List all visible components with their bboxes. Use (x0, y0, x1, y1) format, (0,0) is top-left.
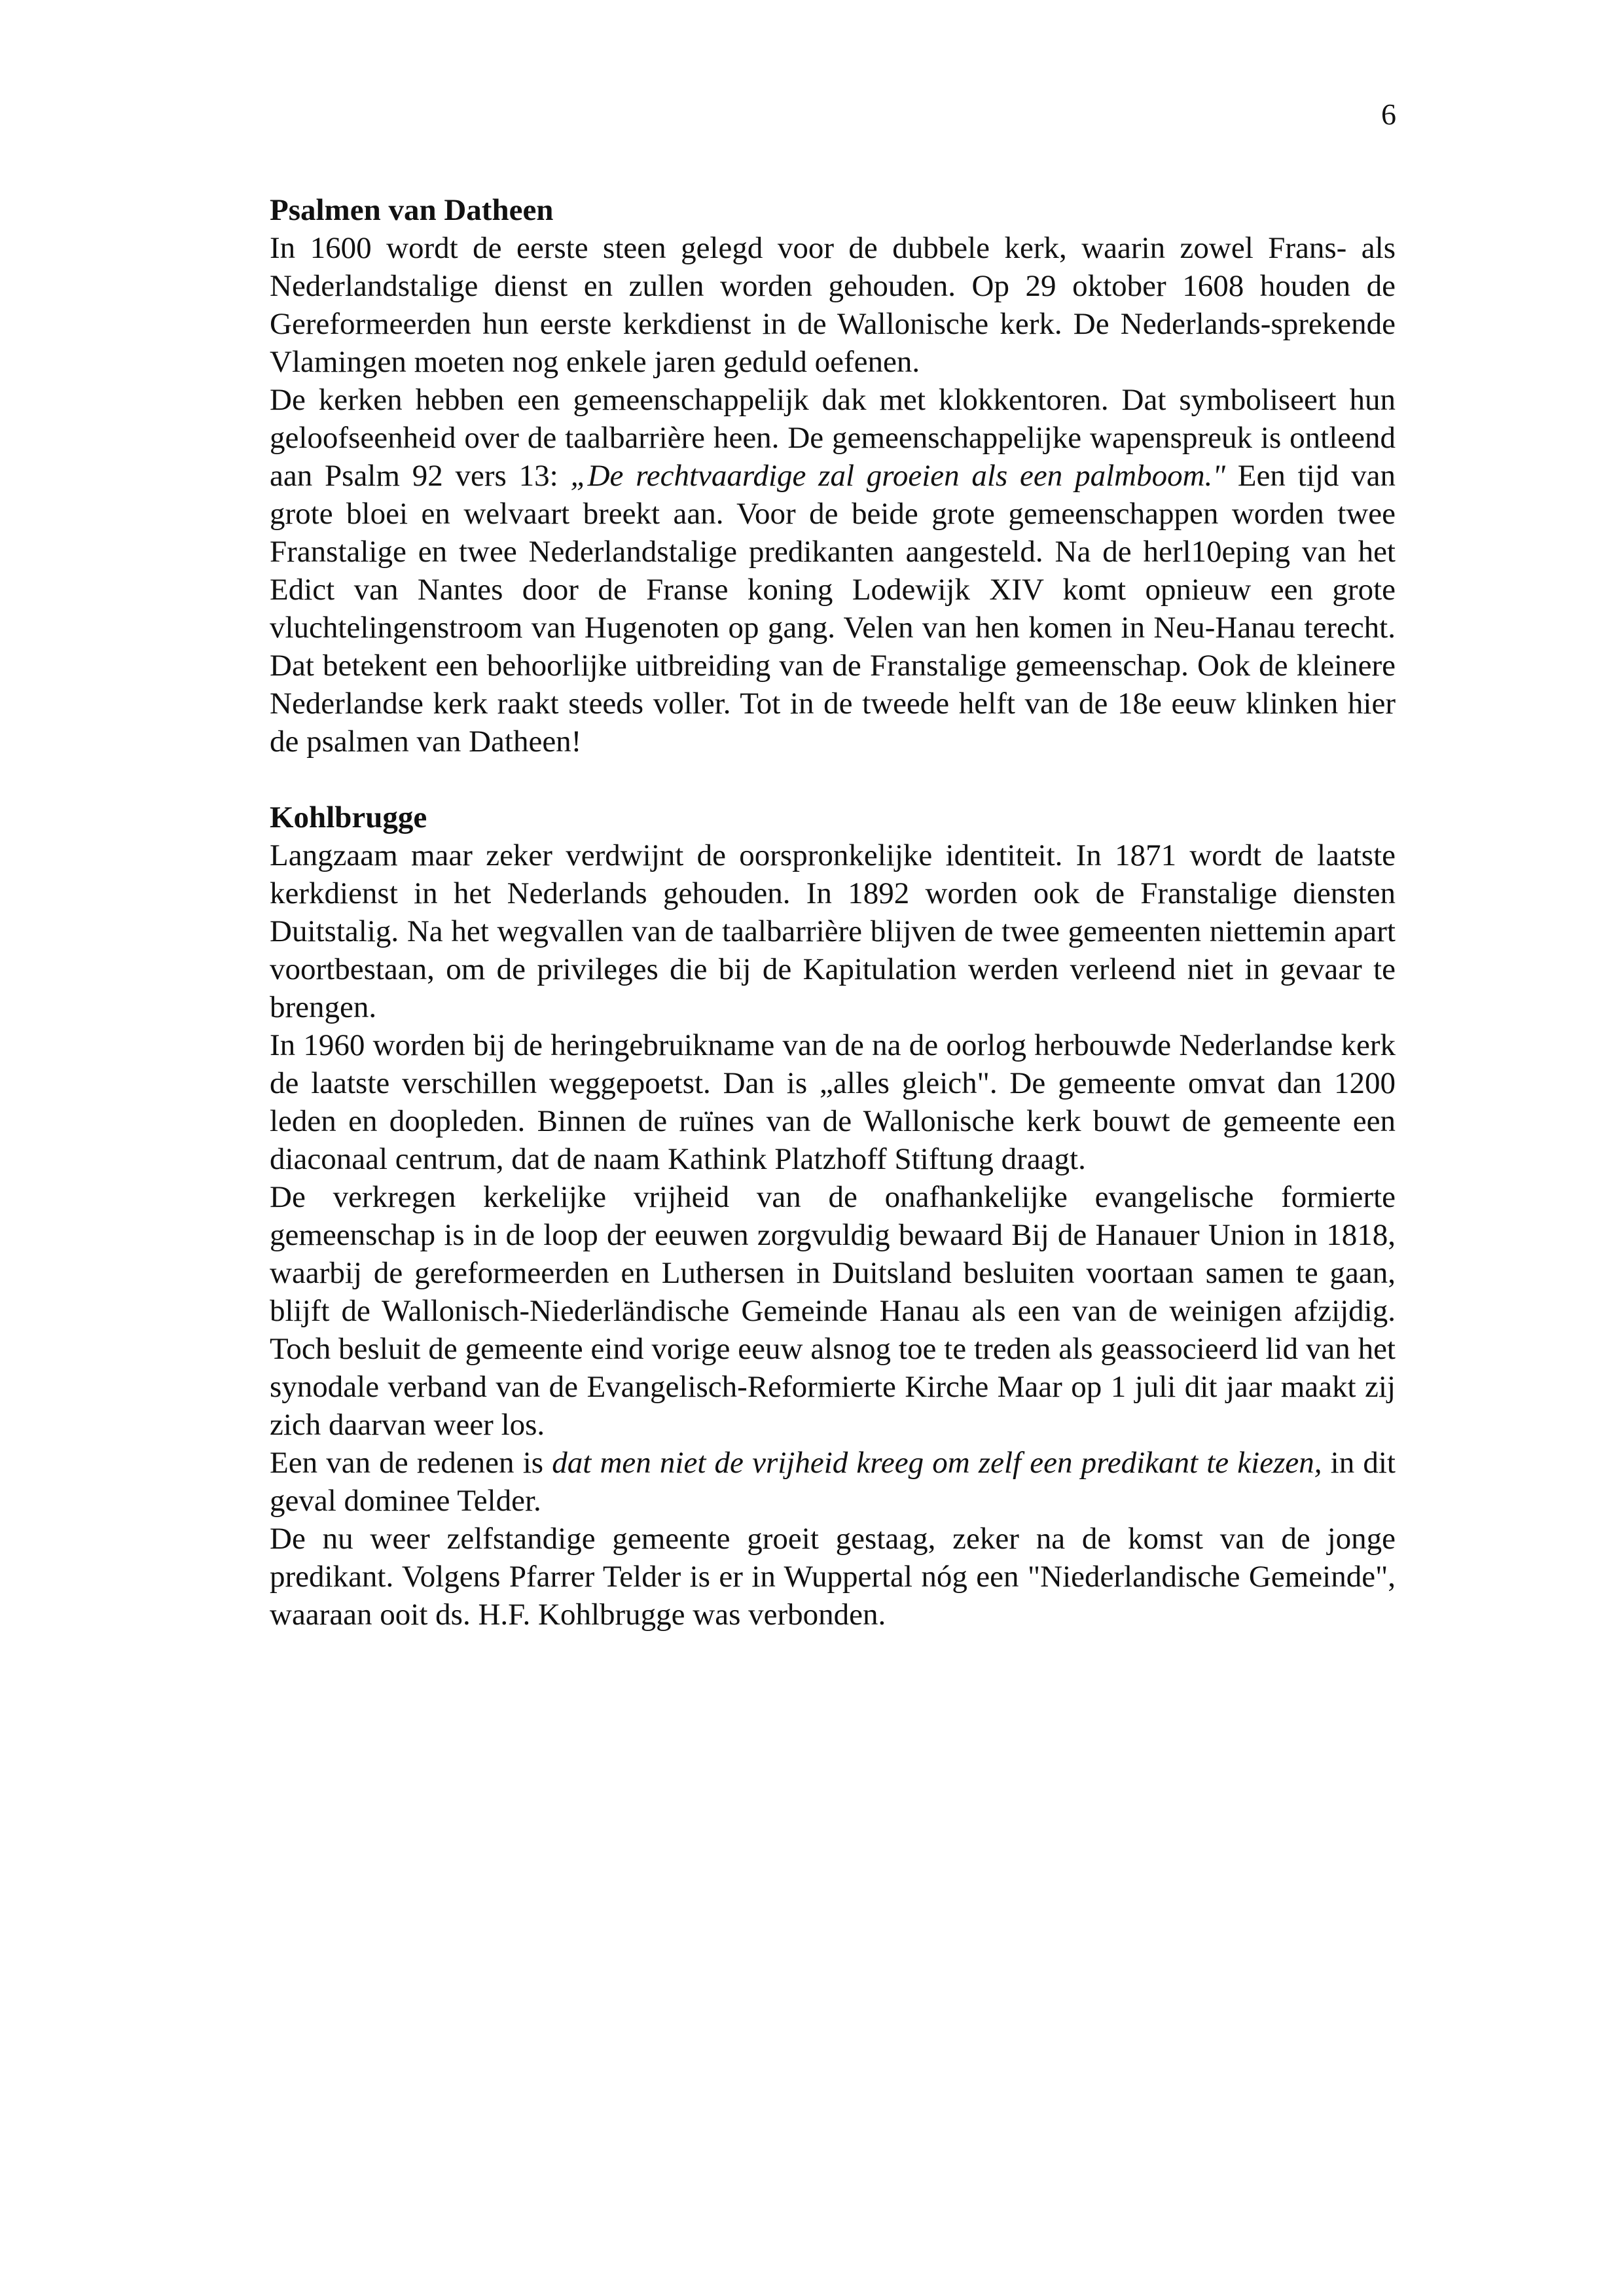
section-kohlbrugge (270, 798, 1396, 1634)
document-body (270, 191, 1396, 1634)
paragraph-text: De verkregen kerkelijke vrijheid van de onafhankelijke evangelische formierte gemeenschap is in de loop der eeuwen zorgvuldig bewaard Bij de Hanauer Union in 1818, waarbij de gereformeerden en Luthersen in Duitsland besluiten voortaan samen te gaan, blijft de Wallonisch-Niederländische Gemeinde Hanau als een van de weinigen afzijdig. Toch besluit de gemeente eind vorige eeuw alsnog toe te treden als geassocieerd lid van het synodale verband van de Evangelisch-Reformierte Kirche Maar op 1 juli dit jaar maakt zij zich daarvan weer los. (270, 1180, 1396, 1442)
paragraph-text: De nu weer zelfstandige gemeente groeit gestaag, zeker na de komst van de jonge predikant. Volgens Pfarrer Telder is er in Wuppertal nóg een "Niederlandische Gemeinde", waaraan ooit ds. H.F. Kohlbrugge was verbonden. (270, 1522, 1396, 1632)
paragraph-text: in dit geval dominee Telder. (270, 1446, 1396, 1518)
paragraph (270, 1026, 1396, 1178)
italic-emphasis: dat men niet de vrijheid kreeg om zelf een predikant te kiezen, (552, 1446, 1322, 1480)
paragraph (270, 1178, 1396, 1444)
page-number: 6 (1381, 98, 1396, 131)
paragraph-text: Een van de redenen is (270, 1446, 552, 1480)
paragraph (270, 1444, 1396, 1520)
paragraph (270, 1520, 1396, 1634)
paragraph-text: Een tijd van grote bloei en welvaart breekt aan. Voor de beide grote gemeenschappen worden twee Franstalige en twee Nederlandstalige predikanten aangesteld. Na de herl10eping van het Edict van Nantes door de Franse koning Lodewijk XIV komt opnieuw een grote vluchtelingenstroom van Hugenoten op gang. Velen van hen komen in Neu-Hanau terecht. Dat betekent een behoorlijke uitbreiding van de Franstalige gemeenschap. Ook de kleinere Nederlandse kerk raakt steeds voller. Tot in de tweede helft van de 18e eeuw klinken hier de psalmen van Datheen! (270, 459, 1396, 759)
paragraph-text: De kerken hebben een gemeenschappelijk dak met klokkentoren. Dat symboliseert hun geloofseenheid over de taalbarrière heen. De gemeenschappelijke wapenspreuk is ontleend aan Psalm 92 vers 13: (270, 383, 1396, 493)
paragraph (270, 229, 1396, 381)
paragraph-text: In 1960 worden bij de heringebruikname van de na de oorlog herbouwde Nederlandse kerk de laatste verschillen weggepoetst. Dan is „alles gleich". De gemeente omvat dan 1200 leden en doopleden. Binnen de ruïnes van de Wallonische kerk bouwt de gemeente een diaconaal centrum, dat de naam Kathink Platzhoff Stiftung draagt. (270, 1028, 1396, 1176)
section-heading: Psalmen van Datheen (270, 193, 554, 227)
paragraph-text: Langzaam maar zeker verdwijnt de oorspronkelijke identiteit. In 1871 wordt de laatste kerkdienst in het Nederlands gehouden. In 1892 worden ook de Franstalige diensten Duitstalig. Na het wegvallen van de taalbarrière blijven de twee gemeenten niettemin apart voortbestaan, om de privileges die bij de Kapitulation werden verleend niet in gevaar te brengen. (270, 838, 1396, 1024)
paragraph (270, 381, 1396, 761)
paragraph (270, 836, 1396, 1026)
paragraph-text: In 1600 wordt de eerste steen gelegd voor de dubbele kerk, waarin zowel Frans- als Nederlandstalige dienst en zullen worden gehouden. Op 29 oktober 1608 houden de Gereformeerden hun eerste kerkdienst in de Wallonische kerk. De Nederlands-sprekende Vlamingen moeten nog enkele jaren geduld oefenen. (270, 231, 1396, 379)
quoted-motto: „De rechtvaardige zal groeien als een palmboom." (570, 459, 1225, 493)
section-psalmen-van-datheen (270, 191, 1396, 761)
section-heading: Kohlbrugge (270, 800, 427, 834)
